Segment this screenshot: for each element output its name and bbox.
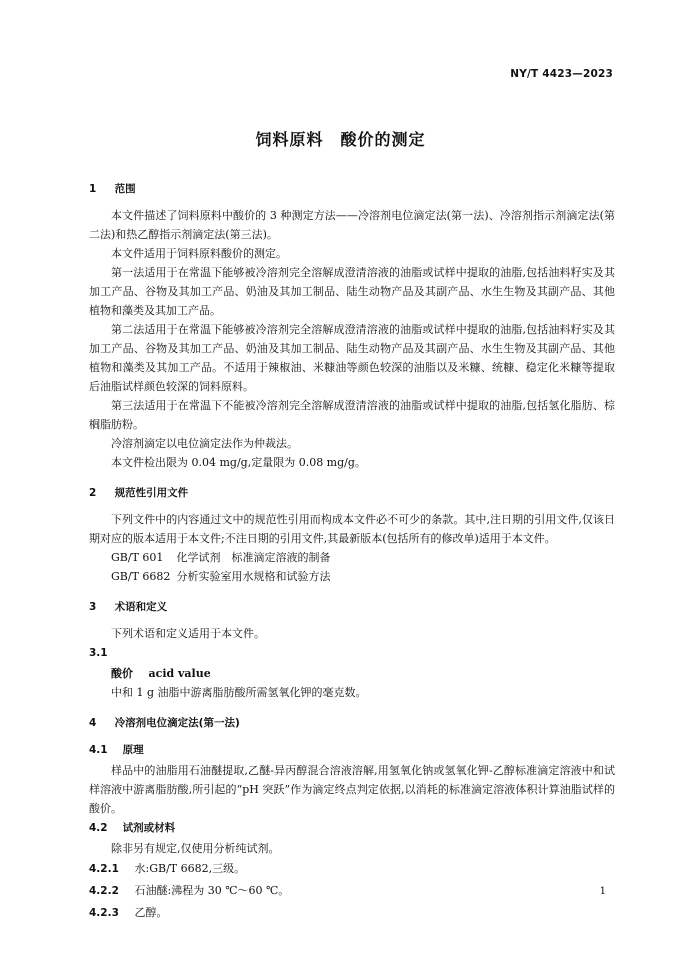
scope-para: 冷溶剂滴定以电位滴定法作为仲裁法。 xyxy=(111,437,298,450)
principle-para: 样品中的油脂用石油醚提取,乙醚-异丙醇混合溶液溶解,用氢氧化钠或氢氧化钾-乙醇标准滴定溶液中和试样溶液中游离脂肪酸,所引起的“pH 突跃”作为滴定终点判定依据,以消耗的标准滴定溶液体积计算油脂试样的酸价。 xyxy=(89,764,615,815)
document-body xyxy=(89,178,615,924)
section-1-title: 范围 xyxy=(114,183,136,195)
reagent-item-number: 4.2.2 xyxy=(89,885,119,897)
normative-references-para: 下列文件中的内容通过文中的规范性引用而构成本文件必不可少的条款。其中,注日期的引用文件,仅该日期对应的版本适用于本文件;不注日期的引用文件,其最新版本(包括所有的修改单)适用于本文件。 xyxy=(89,513,615,545)
reference-name: 化学试剂 标准滴定溶液的制备 xyxy=(176,551,331,564)
reagent-item-text: 石油醚:沸程为 30 ℃～60 ℃。 xyxy=(134,884,290,897)
reagent-item xyxy=(89,858,615,880)
section-4-number: 4 xyxy=(89,717,97,729)
reagent-item xyxy=(89,880,615,902)
term-entry xyxy=(89,664,615,683)
subsection-4-1-number: 4.1 xyxy=(89,744,108,756)
section-3-heading xyxy=(89,596,615,618)
reference-code: GB/T 6682 xyxy=(111,570,171,583)
section-1-heading xyxy=(89,178,615,200)
terms-para: 下列术语和定义适用于本文件。 xyxy=(111,627,265,640)
section-2-title: 规范性引用文件 xyxy=(114,487,189,499)
section-4-heading xyxy=(89,712,615,734)
document-title: 饲料原料 酸价的测定 xyxy=(255,130,426,149)
page-number: 1 xyxy=(599,886,606,897)
section-3-title: 术语和定义 xyxy=(114,601,168,613)
section-2-heading xyxy=(89,482,615,504)
subsection-4-2-number: 4.2 xyxy=(89,822,108,834)
reference-item xyxy=(89,548,615,567)
scope-para: 本文件描述了饲料原料中酸价的 3 种测定方法——冷溶剂电位滴定法(第一法)、冷溶剂指示剂滴定法(第二法)和热乙醇指示剂滴定法(第三法)。 xyxy=(89,209,615,241)
term-definition: 中和 1 g 油脂中游离脂肪酸所需氢氧化钾的毫克数。 xyxy=(111,686,367,699)
reagent-item-number: 4.2.1 xyxy=(89,863,119,875)
subsection-4-2-heading xyxy=(89,818,615,839)
reference-name: 分析实验室用水规格和试验方法 xyxy=(176,570,331,583)
scope-para: 第二法适用于在常温下能够被冷溶剂完全溶解成澄清溶液的油脂或试样中提取的油脂,包括油料籽实及其加工产品、谷物及其加工产品、奶油及其加工制品、陆生动物产品及其副产品、水生生物及其副产品、其他植物和藻类及其加工产品。不适用于辣椒油、米糠油等颜色较深的油脂以及米糠、统糠、稳定化米糠等提取后油脂试样颜色较深的饲料原料。 xyxy=(89,323,615,393)
reagent-item xyxy=(89,902,615,924)
subsection-4-1-title: 原理 xyxy=(122,744,144,756)
reagent-item-text: 水:GB/T 6682,三级。 xyxy=(134,862,246,875)
section-3-number: 3 xyxy=(89,601,97,613)
section-4-title: 冷溶剂电位滴定法(第一法) xyxy=(114,717,240,729)
scope-para: 第三法适用于在常温下不能被冷溶剂完全溶解成澄清溶液的油脂或试样中提取的油脂,包括氢化脂肪、棕榈脂肪粉。 xyxy=(89,399,615,431)
standard-code: NY/T 4423—2023 xyxy=(510,68,613,80)
reagent-item-number: 4.2.3 xyxy=(89,907,119,919)
subsection-4-2-title: 试剂或材料 xyxy=(122,822,176,834)
section-2-number: 2 xyxy=(89,487,97,499)
section-1-number: 1 xyxy=(89,183,97,195)
subsection-4-1-heading xyxy=(89,740,615,761)
term-english: acid value xyxy=(148,667,211,680)
term-number: 3.1 xyxy=(89,647,108,659)
reagent-item-text: 乙醇。 xyxy=(134,906,168,919)
term-chinese: 酸价 xyxy=(111,667,133,680)
scope-para: 第一法适用于在常温下能够被冷溶剂完全溶解成澄清溶液的油脂或试样中提取的油脂,包括油料籽实及其加工产品、谷物及其加工产品、奶油及其加工制品、陆生动物产品及其副产品、水生生物及其副产品、其他植物和藻类及其加工产品。 xyxy=(89,266,615,317)
scope-para: 本文件适用于饲料原料酸价的测定。 xyxy=(111,247,287,260)
reference-code: GB/T 601 xyxy=(111,551,164,564)
reagents-para: 除非另有规定,仅使用分析纯试剂。 xyxy=(111,842,280,855)
scope-para: 本文件检出限为 0.04 mg/g,定量限为 0.08 mg/g。 xyxy=(111,456,366,469)
reference-item xyxy=(89,567,615,586)
